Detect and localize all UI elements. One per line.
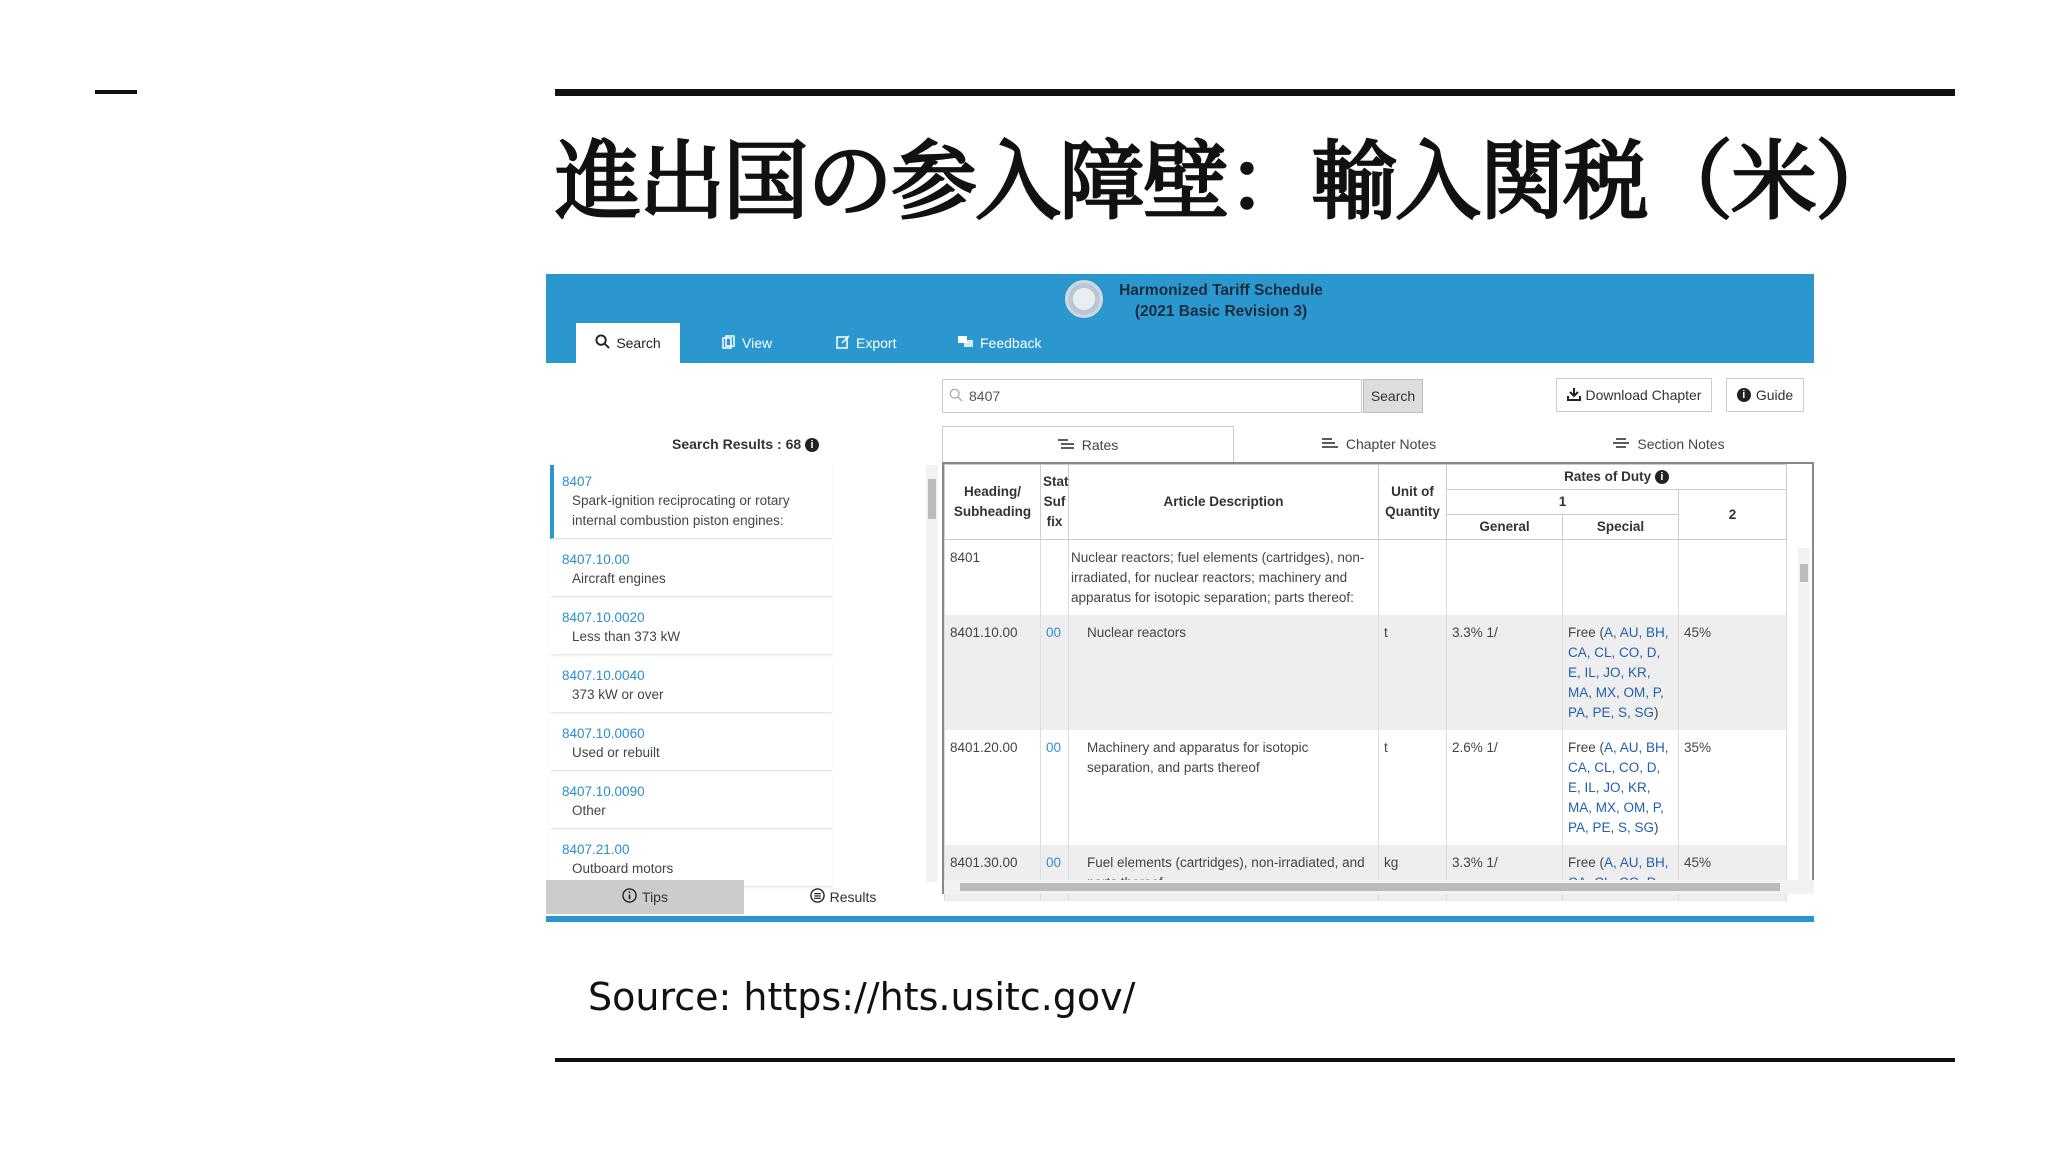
col-rate-2: 2 (1679, 490, 1787, 540)
tab-search[interactable]: Search (576, 323, 680, 363)
guide-button[interactable]: i Guide (1726, 378, 1804, 412)
tab-section-notes[interactable]: Section Notes (1524, 426, 1814, 462)
search-input[interactable] (969, 385, 1249, 407)
tips-tab[interactable]: Tips (546, 880, 744, 914)
result-item[interactable]: 8407.21.00 Outboard motors (550, 833, 832, 887)
special-program-links[interactable]: A, AU, BH, CA, CL, CO, D, E, IL, JO, KR, MA, MX, OM, P, PA, PE, S, SG (1568, 740, 1669, 835)
search-results-count: Search Results : 68 i (672, 436, 819, 452)
info-icon: i (1737, 388, 1751, 402)
result-item[interactable]: 8407.10.00 Aircraft engines (550, 543, 832, 597)
view-icon (722, 335, 736, 352)
table-row: 8401.30.00 00 Fuel elements (cartridges), non-irradiated, and kg 3.3% 1/ Free (A, AU, BH, 45% (945, 845, 1787, 901)
slide-title: 進出国の参入障壁：輸入関税（米） (555, 132, 1899, 232)
lines-icon (1613, 436, 1629, 452)
result-item[interactable]: 8407.10.0020 Less than 373 kW (550, 601, 832, 655)
col-unit: Unit of Quantity (1379, 465, 1447, 540)
col-heading: Heading/ Subheading (945, 465, 1041, 540)
scrollbar-thumb[interactable] (960, 883, 1780, 891)
slide-dash (95, 90, 137, 94)
special-program-links[interactable]: A, AU, BH, (1604, 855, 1669, 871)
col-rate-1: 1 (1447, 490, 1679, 515)
top-rule (555, 89, 1955, 96)
result-item[interactable]: 8407 Spark-ignition reciprocating or rotary internal combustion piston engines: (550, 465, 832, 539)
col-special: Special (1563, 515, 1679, 540)
feedback-icon (958, 335, 974, 351)
rates-table (944, 464, 1787, 901)
info-icon[interactable]: i (1655, 470, 1669, 484)
table-vertical-scrollbar[interactable] (1798, 548, 1810, 880)
usitc-seal-icon (1065, 280, 1103, 318)
col-general: General (1447, 515, 1563, 540)
hts-screenshot (546, 274, 1814, 922)
result-item[interactable]: 8407.10.0040 373 kW or over (550, 659, 832, 713)
search-icon (595, 334, 610, 352)
results-tab[interactable]: Results (744, 880, 942, 914)
list-circle-icon (810, 888, 825, 906)
lines-icon (1058, 437, 1074, 453)
result-item[interactable]: 8407.10.0090 Other (550, 775, 832, 829)
scrollbar-thumb[interactable] (928, 479, 936, 519)
tab-rates[interactable]: Rates (942, 426, 1234, 462)
table-row: 8401 Nuclear reactors; fuel elements (cartridges), non-irradiated, for nuclear reactors; machinery and apparatus for isotopic separation; parts thereof: (945, 540, 1787, 616)
col-description: Article Description (1069, 465, 1379, 540)
results-list (550, 465, 832, 876)
info-icon[interactable]: i (805, 438, 819, 452)
tab-feedback[interactable]: Feedback (958, 323, 1041, 363)
lines-icon (1322, 436, 1338, 452)
download-icon (1567, 387, 1581, 404)
app-title: Harmonized Tariff Schedule (2021 Basic Revision 3) (1119, 282, 1323, 320)
result-item[interactable]: 8407.10.0060 Used or rebuilt (550, 717, 832, 771)
export-icon (836, 335, 850, 352)
download-chapter-button[interactable]: Download Chapter (1556, 378, 1712, 412)
table-row: 8401.20.00 00 Machinery and apparatus for isotopic separation, and parts thereof t 2.6% 1/ Free (A, AU, BH, CA, CL, CO, D, E, IL, JO, KR, MA, MX, OM, P, PA, PE, S, SG) 35% (945, 730, 1787, 845)
results-scrollbar[interactable] (926, 465, 938, 882)
tab-view[interactable]: View (722, 323, 772, 363)
rates-table-panel (942, 462, 1814, 880)
scrollbar-thumb[interactable] (1800, 564, 1808, 582)
content-tabs (942, 426, 1814, 462)
app-header (546, 274, 1814, 363)
info-circle-icon (622, 888, 637, 906)
special-program-links[interactable]: A, AU, BH, CA, CL, CO, D, E, IL, JO, KR, MA, MX, OM, P, PA, PE, S, SG (1568, 625, 1669, 720)
col-rates-of-duty: Rates of Duty i (1447, 465, 1787, 490)
search-box (942, 379, 1416, 413)
tab-export[interactable]: Export (836, 323, 896, 363)
col-stat: Stat Suf fix (1041, 465, 1069, 540)
table-row: 8401.10.00 00 Nuclear reactors t 3.3% 1/ Free (A, AU, BH, CA, CL, CO, D, E, IL, JO, KR, MA, MX, OM, P, PA, PE, S, SG) 45% (945, 615, 1787, 730)
left-bottom-tabs (546, 880, 942, 914)
table-horizontal-scrollbar[interactable] (942, 880, 1814, 894)
search-field-icon (949, 388, 963, 405)
search-button[interactable]: Search (1363, 379, 1423, 413)
bottom-rule (555, 1058, 1955, 1062)
tab-chapter-notes[interactable]: Chapter Notes (1234, 426, 1524, 462)
source-caption: Source: https://hts.usitc.gov/ (588, 975, 1136, 1019)
